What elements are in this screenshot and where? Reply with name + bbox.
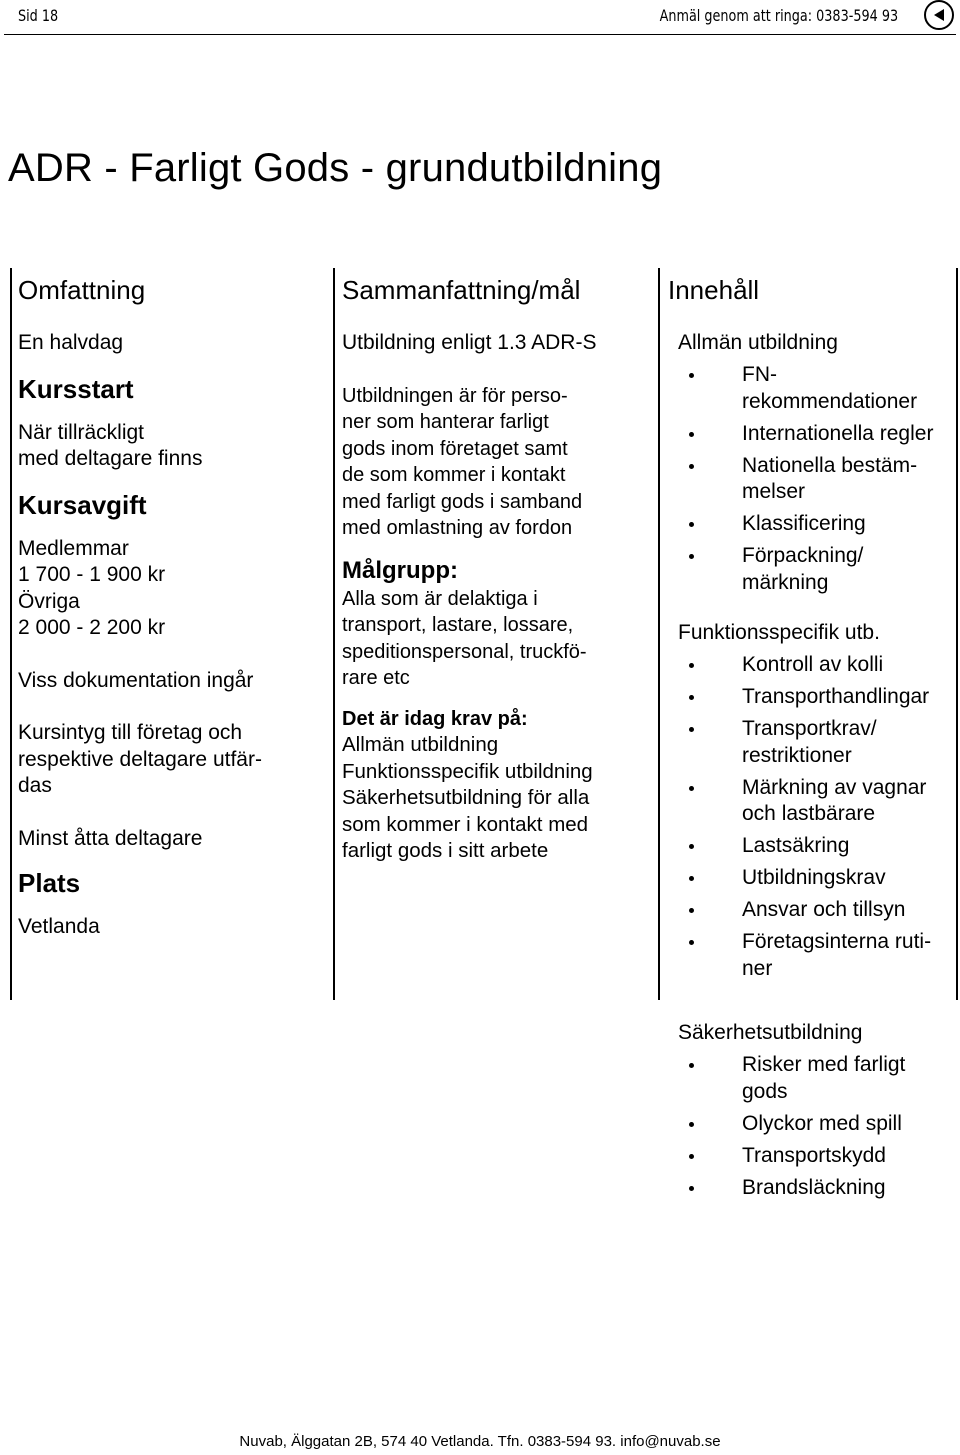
list-item: Brandsläckning	[678, 1175, 958, 1202]
list-item: Risker med farligt gods	[678, 1052, 958, 1105]
contents-heading: Innehåll	[668, 275, 760, 305]
omfattning-heading: Omfattning	[18, 275, 146, 305]
course-regulation: Utbildning enligt 1.3 ADR-S	[342, 331, 597, 354]
summary-column	[342, 270, 642, 865]
column-divider	[658, 268, 660, 1000]
location: Vetlanda	[18, 915, 100, 938]
function-training-list	[678, 652, 958, 982]
list-item: Ansvar och tillsyn	[678, 897, 958, 924]
list-item: Utbildningskrav	[678, 865, 958, 892]
list-item: Klassificering	[678, 511, 958, 538]
list-item: Lastsäkring	[678, 833, 958, 860]
list-item: Transportskydd	[678, 1143, 958, 1170]
list-item: Nationella bestäm- melser	[678, 453, 958, 506]
omfattning-column	[18, 270, 308, 941]
back-arrow-icon	[932, 8, 946, 22]
list-item: Internationella regler	[678, 421, 958, 448]
list-item: Kontroll av kolli	[678, 652, 958, 679]
list-item: Olyckor med spill	[678, 1111, 958, 1138]
list-item: Transporthandlingar	[678, 684, 958, 711]
kursstart-text: När tillräckligt med deltagare finns	[18, 420, 203, 470]
list-item: Transportkrav/ restriktioner	[678, 716, 958, 769]
certificate-note: Kursintyg till företag och respektive deltagare utfär- das	[18, 721, 262, 797]
kursavgift-label: Kursavgift	[18, 489, 147, 520]
general-training-list	[678, 362, 958, 596]
contents-column	[668, 270, 958, 1201]
booking-phone: Anmäl genom att ringa: 0383-594 93	[659, 6, 898, 25]
list-item: FN- rekommendationer	[678, 362, 958, 415]
footer-contact: Nuvab, Älggatan 2B, 574 40 Vetlanda. Tfn. 0383-594 93. info@nuvab.se	[239, 1433, 721, 1450]
price-list: Medlemmar 1 700 - 1 900 kr Övriga 2 000 - 2 200 kr	[18, 536, 166, 639]
header-divider	[4, 34, 956, 35]
column-divider	[333, 268, 335, 1000]
course-description: Utbildningen är för perso- ner som hanterar farligt gods inom företaget samt de som kommer i kontakt med farligt gods i samband med omlastning av fordon	[342, 384, 583, 539]
target-group-label: Målgrupp:	[342, 556, 458, 584]
requirements-list: Allmän utbildning Funktionsspecifik utbildning Säkerhetsutbildning för alla som kommer i kontakt med farligt gods i sitt arbete	[342, 733, 593, 862]
list-item: Märkning av vagnar och lastbärare	[678, 775, 958, 828]
target-group-text: Alla som är delaktiga i transport, lastare, lossare, speditionspersonal, truckfö- rare etc	[342, 587, 587, 689]
section-title: Funktionsspecifik utb.	[678, 621, 880, 644]
column-divider	[10, 268, 12, 1000]
plats-label: Plats	[18, 868, 81, 898]
kursstart-label: Kursstart	[18, 373, 134, 404]
page-title: ADR - Farligt Gods - grundutbildning	[8, 146, 663, 190]
page-number: Sid 18	[18, 6, 59, 25]
documentation-note: Viss dokumentation ingår	[18, 668, 254, 692]
requirements-label: Det är idag krav på:	[342, 707, 528, 730]
section-title: Säkerhetsutbildning	[678, 1021, 863, 1044]
safety-training-list	[678, 1052, 958, 1201]
section-title: Allmän utbildning	[678, 331, 838, 354]
course-length: En halvdag	[18, 331, 124, 354]
back-button[interactable]	[924, 0, 954, 30]
list-item: Företagsinterna ruti- ner	[678, 929, 958, 982]
min-participants: Minst åtta deltagare	[18, 826, 203, 850]
summary-heading: Sammanfattning/mål	[342, 275, 581, 305]
list-item: Förpackning/ märkning	[678, 543, 958, 596]
